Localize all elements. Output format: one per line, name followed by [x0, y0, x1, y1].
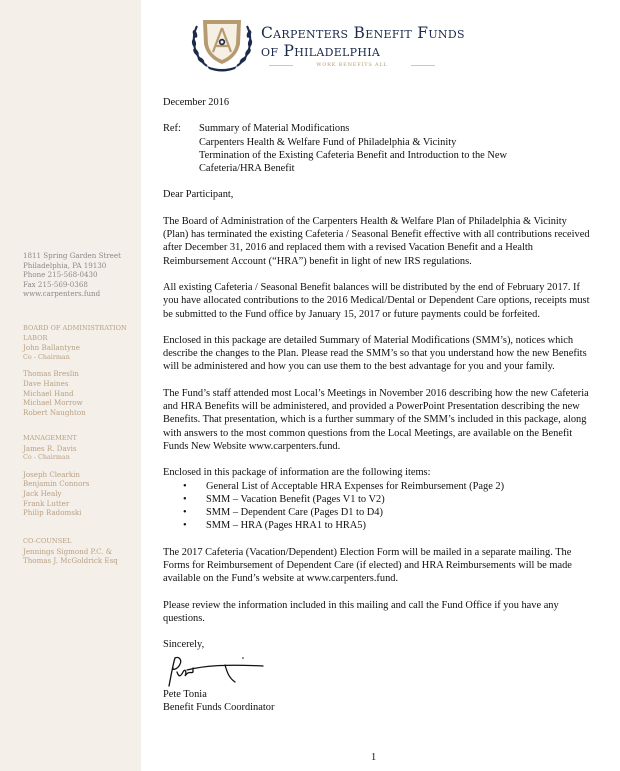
- ref-line: Cafeteria/HRA Benefit: [199, 163, 295, 175]
- enclosed-items-list: [163, 480, 593, 533]
- letterhead-sidebar: [0, 0, 141, 771]
- management-member: Philip Radomski: [23, 508, 82, 518]
- fund-name-line-1: Carpenters Benefit Funds: [261, 24, 465, 42]
- management-block: [23, 434, 89, 518]
- ref-line: Carpenters Health & Welfare Fund of Philadelphia & Vicinity: [199, 136, 457, 148]
- board-block: [23, 324, 127, 417]
- letter-date: December 2016: [163, 97, 230, 108]
- list-item: • SMM – Dependent Care (Pages D1 to D4): [163, 506, 593, 519]
- labor-member: Dave Haines: [23, 378, 69, 388]
- paragraph-closing: Please review the information included in this mailing and call the Fund Office if you have any questions.: [163, 599, 559, 624]
- address-city: Philadelphia, PA 19130: [23, 260, 107, 270]
- labor-member: Thomas Breslin: [23, 369, 79, 379]
- management-member: Joseph Clearkin: [23, 469, 80, 479]
- labor-heading: LABOR: [23, 333, 48, 342]
- address-street: 1811 Spring Garden Street: [23, 251, 121, 260]
- labor-member: Michael Morrow: [23, 398, 83, 408]
- paragraph-meetings: The Fund’s staff attended most Local’s Meetings in November 2016 describing how the new Cafeteria and HRA Benefits will be administered, and provided a PowerPoint Presentation describing the new Benefits. That presentation, which is a further summary of the SMM’s included in this package, along with answers to the most common questions from the Local Meetings, are available on the Benefit Funds New Website www.carpenters.fund.: [163, 387, 589, 452]
- labor-chair: John Ballantyne: [23, 343, 80, 353]
- management-chair-title: Co - Chairman: [23, 453, 70, 462]
- paragraph-balances: All existing Cafeteria / Seasonal Benefit balances will be distributed by the end of February 2017. If you have allocated contributions to the 2016 Medical/Dental or Dependent Care options, receipts must be submitted to the Fund office by January 15, 2017 or future payments could be forfeited.: [163, 281, 590, 320]
- address-website[interactable]: www.carpenters.fund: [23, 289, 101, 299]
- counsel-name: Thomas J. McGoldrick Esq: [23, 556, 118, 566]
- management-member: Benjamin Connors: [23, 479, 90, 489]
- reference-block: [163, 122, 593, 175]
- board-heading: BOARD OF ADMINISTRATION: [23, 324, 127, 332]
- enclosed-intro: Enclosed in this package of information are the following items:: [163, 467, 431, 479]
- list-item: • SMM – Vacation Benefit (Pages V1 to V2): [163, 493, 593, 506]
- fund-name: [261, 24, 465, 60]
- management-chair: James R. Davis: [23, 443, 77, 453]
- management-member: Jack Healy: [23, 488, 62, 498]
- management-member: Frank Lutter: [23, 498, 70, 508]
- counsel-heading: CO-COUNSEL: [23, 537, 72, 545]
- letter-body: [163, 96, 593, 714]
- list-item: • General List of Acceptable HRA Expenses for Reimbursement (Page 2): [163, 480, 593, 493]
- paragraph-termination: The Board of Administration of the Carpenters Health & Welfare Plan of Philadelphia & Vicinity (Plan) has terminated the existing Cafeteria / Seasonal Benefit effective with all contributions received after December 31, 2016 and replaced them with a revised Vacation Benefit and a Health Reimbursement Account (“HRA”) benefit in light of new IRS regulations.: [163, 215, 590, 267]
- signer-title: Benefit Funds Coordinator: [163, 701, 275, 713]
- signature-icon: [163, 654, 273, 688]
- fund-logo: [189, 14, 489, 76]
- salutation: Dear Participant,: [163, 189, 234, 201]
- labor-member: Robert Naughton: [23, 407, 86, 417]
- counsel-block: [23, 537, 118, 566]
- signer-name: Pete Tonia: [163, 688, 207, 700]
- list-item: • SMM – HRA (Pages HRA1 to HRA5): [163, 519, 593, 532]
- ref-line: Termination of the Existing Cafeteria Benefit and Introduction to the New: [199, 149, 508, 161]
- address-fax: Fax 215-569-0368: [23, 279, 88, 289]
- fund-name-line-2: of Philadelphia: [261, 42, 381, 60]
- ref-label: Ref:: [163, 123, 181, 135]
- labor-member: Michael Hand: [23, 388, 74, 398]
- labor-chair-title: Co - Chairman: [23, 352, 70, 361]
- counsel-name: Jennings Sigmond P.C. &: [23, 546, 113, 556]
- fund-tagline: WORK BENEFITS ALL: [267, 62, 437, 68]
- address-block: [23, 251, 121, 299]
- address-phone: Phone 215-568-0430: [23, 270, 98, 280]
- shield-crest-icon: [189, 14, 255, 74]
- management-heading: MANAGEMENT: [23, 434, 77, 442]
- paragraph-enclosed-smm: Enclosed in this package are detailed Summary of Material Modifications (SMM’s), notices which describe the changes to the Plan. Please read the SMM’s so that you understand how the new Benefits will be administered and how you can use them to the best advantage for you and your family.: [163, 334, 587, 373]
- paragraph-forms: The 2017 Cafeteria (Vacation/Dependent) Election Form will be mailed in a separate mailing. The Forms for Reimbursement of Dependent Care (if elected) and HRA Reimbursements will be made available on the Fund’s website at www.carpenters.fund.: [163, 546, 572, 585]
- ref-line: Summary of Material Modifications: [199, 123, 350, 135]
- closing: Sincerely,: [163, 639, 205, 651]
- page-number: 1: [371, 752, 377, 763]
